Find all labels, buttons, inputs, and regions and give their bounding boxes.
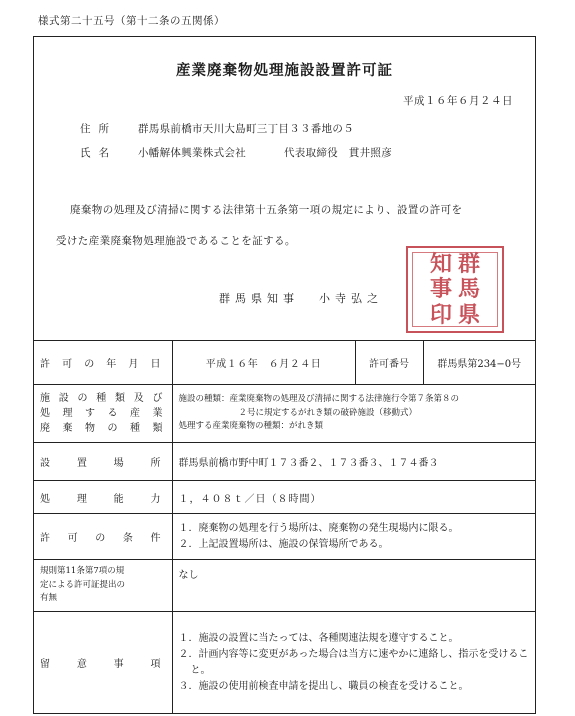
rule-label-line: 有無: [40, 593, 58, 604]
seal-char: 群: [458, 251, 481, 277]
facility-type-line: ２号に規定するがれき類の破砕施設（移動式）: [238, 407, 418, 418]
seal-char: 馬: [458, 276, 481, 302]
certificate-header: [34, 37, 535, 340]
facility-type-label-line: 施設の種類及び: [40, 393, 166, 404]
seal-char: 県: [458, 302, 481, 328]
location-label: 設置場所: [34, 443, 172, 481]
table-row: [34, 514, 535, 560]
capacity-label: 処理能力: [34, 481, 172, 514]
condition-item: ２．上記設置場所は、施設の保管場所である。: [178, 538, 389, 550]
facility-type-value: [172, 385, 535, 443]
notes-list: [172, 612, 535, 714]
certificate-title: 産業廃棄物処理施設設置許可証: [176, 62, 393, 79]
seal-inner-border: [412, 252, 498, 327]
issuer-title: 群馬県知事: [219, 292, 299, 305]
statement-line-2: 受けた産業廃棄物処理施設であることを証する。: [56, 235, 296, 247]
table-row: [34, 341, 535, 385]
rule-label-line: 定による許可証提出の: [40, 579, 126, 590]
company-name: 小幡解体興業株式会社: [138, 147, 246, 159]
table-row: [34, 481, 535, 514]
note-item: １．施設の設置に当たっては、各種関連法規を遵守すること。: [178, 632, 459, 644]
issue-date-label: 許可の年月日: [34, 341, 172, 385]
facility-type-label: [34, 385, 172, 443]
table-row: [34, 385, 535, 443]
permit-details-table: [34, 340, 535, 714]
name-label: 氏名: [80, 147, 117, 159]
conditions-label: 許可の条件: [34, 514, 172, 560]
seal-char: 知: [430, 251, 453, 277]
condition-item: １．廃棄物の処理を行う場所は、廃棄物の発生現場内に限る。: [178, 522, 459, 534]
rule-value: なし: [172, 560, 535, 612]
table-row: [34, 560, 535, 612]
issue-date-value: 平成１６年 ６月２４日: [172, 341, 355, 385]
conditions-list: [172, 514, 535, 560]
permit-number-value: 群馬県第234−0号: [423, 341, 535, 385]
official-seal-icon: [406, 246, 504, 333]
notes-label: 留意事項: [34, 612, 172, 714]
rule-label: [34, 560, 172, 612]
table-row: [34, 612, 535, 714]
statement-line-1: 廃棄物の処理及び清掃に関する法律第十五条第一項の規定により、設置の許可を: [70, 204, 463, 216]
facility-type-line: 施設の種類：産業廃棄物の処理及び清掃に関する法律施行令第７条第８の: [178, 394, 460, 405]
name-field: [80, 145, 392, 160]
form-number: 様式第二十五号（第十二条の五関係）: [38, 15, 225, 27]
permit-number-label: 許可番号: [355, 341, 423, 385]
facility-type-label-line: 処理する産業: [40, 408, 166, 419]
note-item: ２．計画内容等に変更があった場合は当方に速やかに連絡し、指示を受けること。: [178, 648, 529, 676]
location-value: 群馬県前橋市野中町１７３番２、１７３番３、１７４番３: [172, 443, 535, 481]
representative-name: 代表取締役 貫井照彦: [284, 147, 392, 159]
address-label: 住所: [80, 123, 117, 135]
table-row: [34, 443, 535, 481]
facility-type-label-line: 廃棄物の種類: [40, 423, 166, 434]
issuer-name: 小寺弘之: [319, 292, 383, 305]
capacity-value: １，４０８ｔ／日（８時間）: [172, 481, 535, 514]
facility-waste-type: 処理する産業廃棄物の種類：がれき類: [178, 421, 324, 432]
rule-label-line: 規則第11条第7項の規: [40, 566, 125, 577]
issuer: [219, 290, 383, 306]
address-field: [80, 121, 354, 136]
issue-date: 平成１６年６月２４日: [403, 95, 513, 107]
address-value: 群馬県前橋市天川大島町三丁目３３番地の５: [138, 123, 354, 135]
note-item: ３．施設の使用前検査申請を提出し、職員の検査を受けること。: [178, 680, 469, 692]
seal-char: 印: [430, 302, 453, 328]
certificate-frame: [33, 36, 536, 714]
seal-char: 事: [430, 276, 453, 302]
